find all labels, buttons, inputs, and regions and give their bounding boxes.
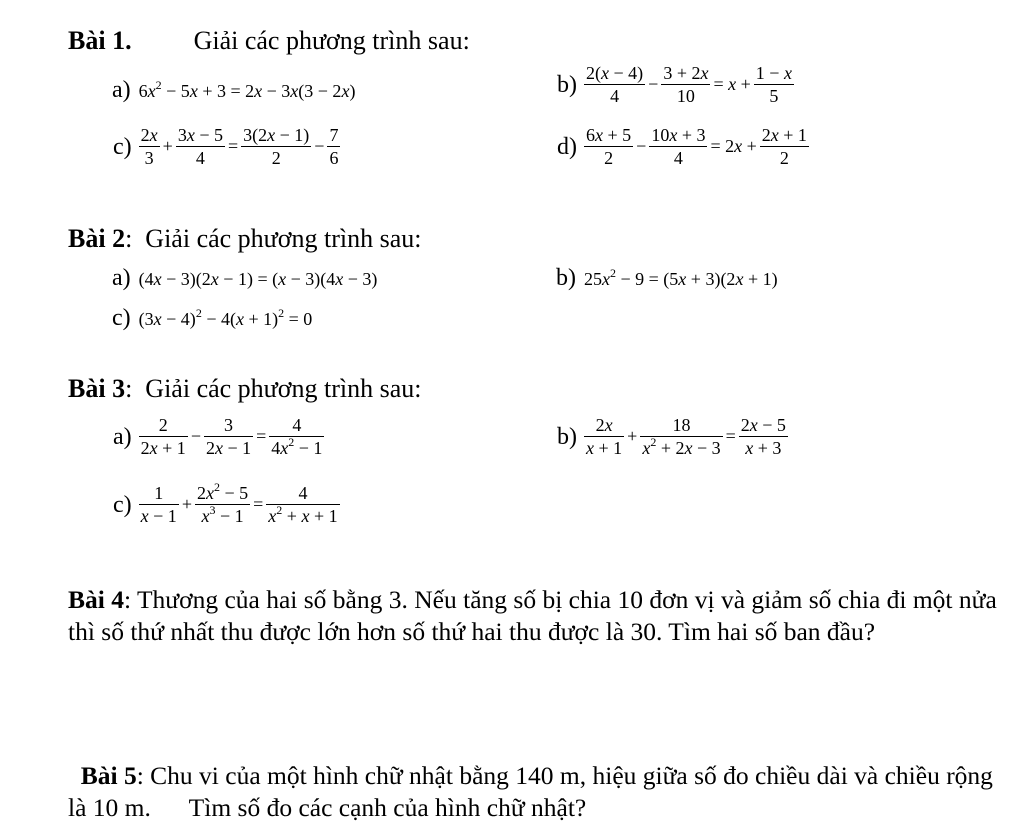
- bai2-title: [68, 224, 422, 254]
- bai2-label: Bài 2: [68, 224, 126, 253]
- bai3-b: [556, 414, 790, 459]
- bai1-a: [112, 76, 355, 104]
- bai2-heading: : Giải các phương trình sau:: [125, 224, 422, 253]
- bai1-d: [556, 124, 811, 169]
- bai3-label: Bài 3: [68, 374, 126, 403]
- bai3-a-label: a): [113, 423, 132, 450]
- bai4-text: : Thương của hai số bằng 3. Nếu tăng số bị chia 10 đơn vị và giảm số chia đi một nửa thì số thứ nhất thu được lớn hơn số thứ hai thu được là 30. Tìm hai số ban đầu?: [68, 585, 997, 646]
- bai1-c-expr: $\frac{2x}{3}$ + $\frac{3x - 5}{4}$ = $\frac{3(2x - 1)}{2}$ − $\frac{7}{6}$: [140, 125, 339, 168]
- bai1-b-label: b): [557, 71, 577, 98]
- bai2-a-expr: (4x − 3)(2x − 1) = (x − 3)(4x − 3): [138, 269, 378, 289]
- bai1-b: [556, 62, 796, 107]
- bai5-text: : Chu vi của một hình chữ nhật bằng 140 m, hiệu giữa số đo chiều dài và chiều rộng là 10 m. Tìm số đo các cạnh của hình chữ nhật?: [68, 761, 1000, 822]
- bai1-label: Bài 1.: [68, 26, 132, 55]
- bai1-title: [68, 26, 470, 56]
- bai3-title: [68, 374, 422, 404]
- bai3-b-label: b): [557, 423, 577, 450]
- bai2-b-expr: $25x^2 - 9 = (5x + 3)(2x + 1)$: [584, 266, 778, 289]
- bai4-label: Bài 4: [68, 585, 124, 614]
- bai3-c-label: c): [113, 491, 132, 518]
- bai1-d-label: d): [557, 133, 577, 160]
- bai3-a: [112, 414, 326, 459]
- bai1-heading: Giải các phương trình sau:: [193, 26, 470, 55]
- bai2-c-expr: $(3x - 4)^2 - 4(x + 1)^2 = 0$: [138, 306, 313, 329]
- bai2-b: [556, 264, 778, 292]
- bai1-c: [112, 124, 342, 169]
- bai3-a-expr: $\frac{2}{2x + 1}$ − $\frac{3}{2x - 1}$ = $\frac{4}{4x^2 - 1}$: [140, 415, 323, 458]
- bai2-a: [112, 264, 377, 292]
- bai3-heading: : Giải các phương trình sau:: [125, 374, 422, 403]
- bai3-c-expr: $\frac{1}{x - 1}$ + $\frac{2x^2 - 5}{x^3 - 1}$ = $\frac{4}{x^2 + x + 1}$: [140, 480, 338, 526]
- bai4-paragraph: [68, 584, 1013, 648]
- bai2-c-label: c): [112, 305, 131, 331]
- bai2-a-label: a): [112, 265, 131, 291]
- bai1-a-label: a): [112, 77, 131, 103]
- bai1-a-expr: $6x^2 - 5x + 3 = 2x - 3x(3 - 2x)$: [138, 78, 356, 101]
- bai3-c: [112, 482, 342, 527]
- bai2-b-label: b): [556, 265, 576, 291]
- bai1-b-expr: $\frac{2(x - 4)}{4}$ − $\frac{3 + 2x}{10}$ = x + $\frac{1 - x}{5}$: [586, 63, 792, 106]
- bai5-label: Bài 5: [80, 761, 137, 790]
- bai2-c: [112, 304, 312, 332]
- bai1-c-label: c): [113, 133, 132, 160]
- bai3-b-expr: $\frac{2x}{x + 1}$ + $\frac{18}{x^2 + 2x - 3}$ = $\frac{2x - 5}{x + 3}$: [586, 415, 786, 458]
- bai5-paragraph: [68, 728, 1013, 824]
- bai1-d-expr: $\frac{6x + 5}{2}$ − $\frac{10x + 3}{4}$ = 2x + $\frac{2x + 1}{2}$: [586, 125, 807, 168]
